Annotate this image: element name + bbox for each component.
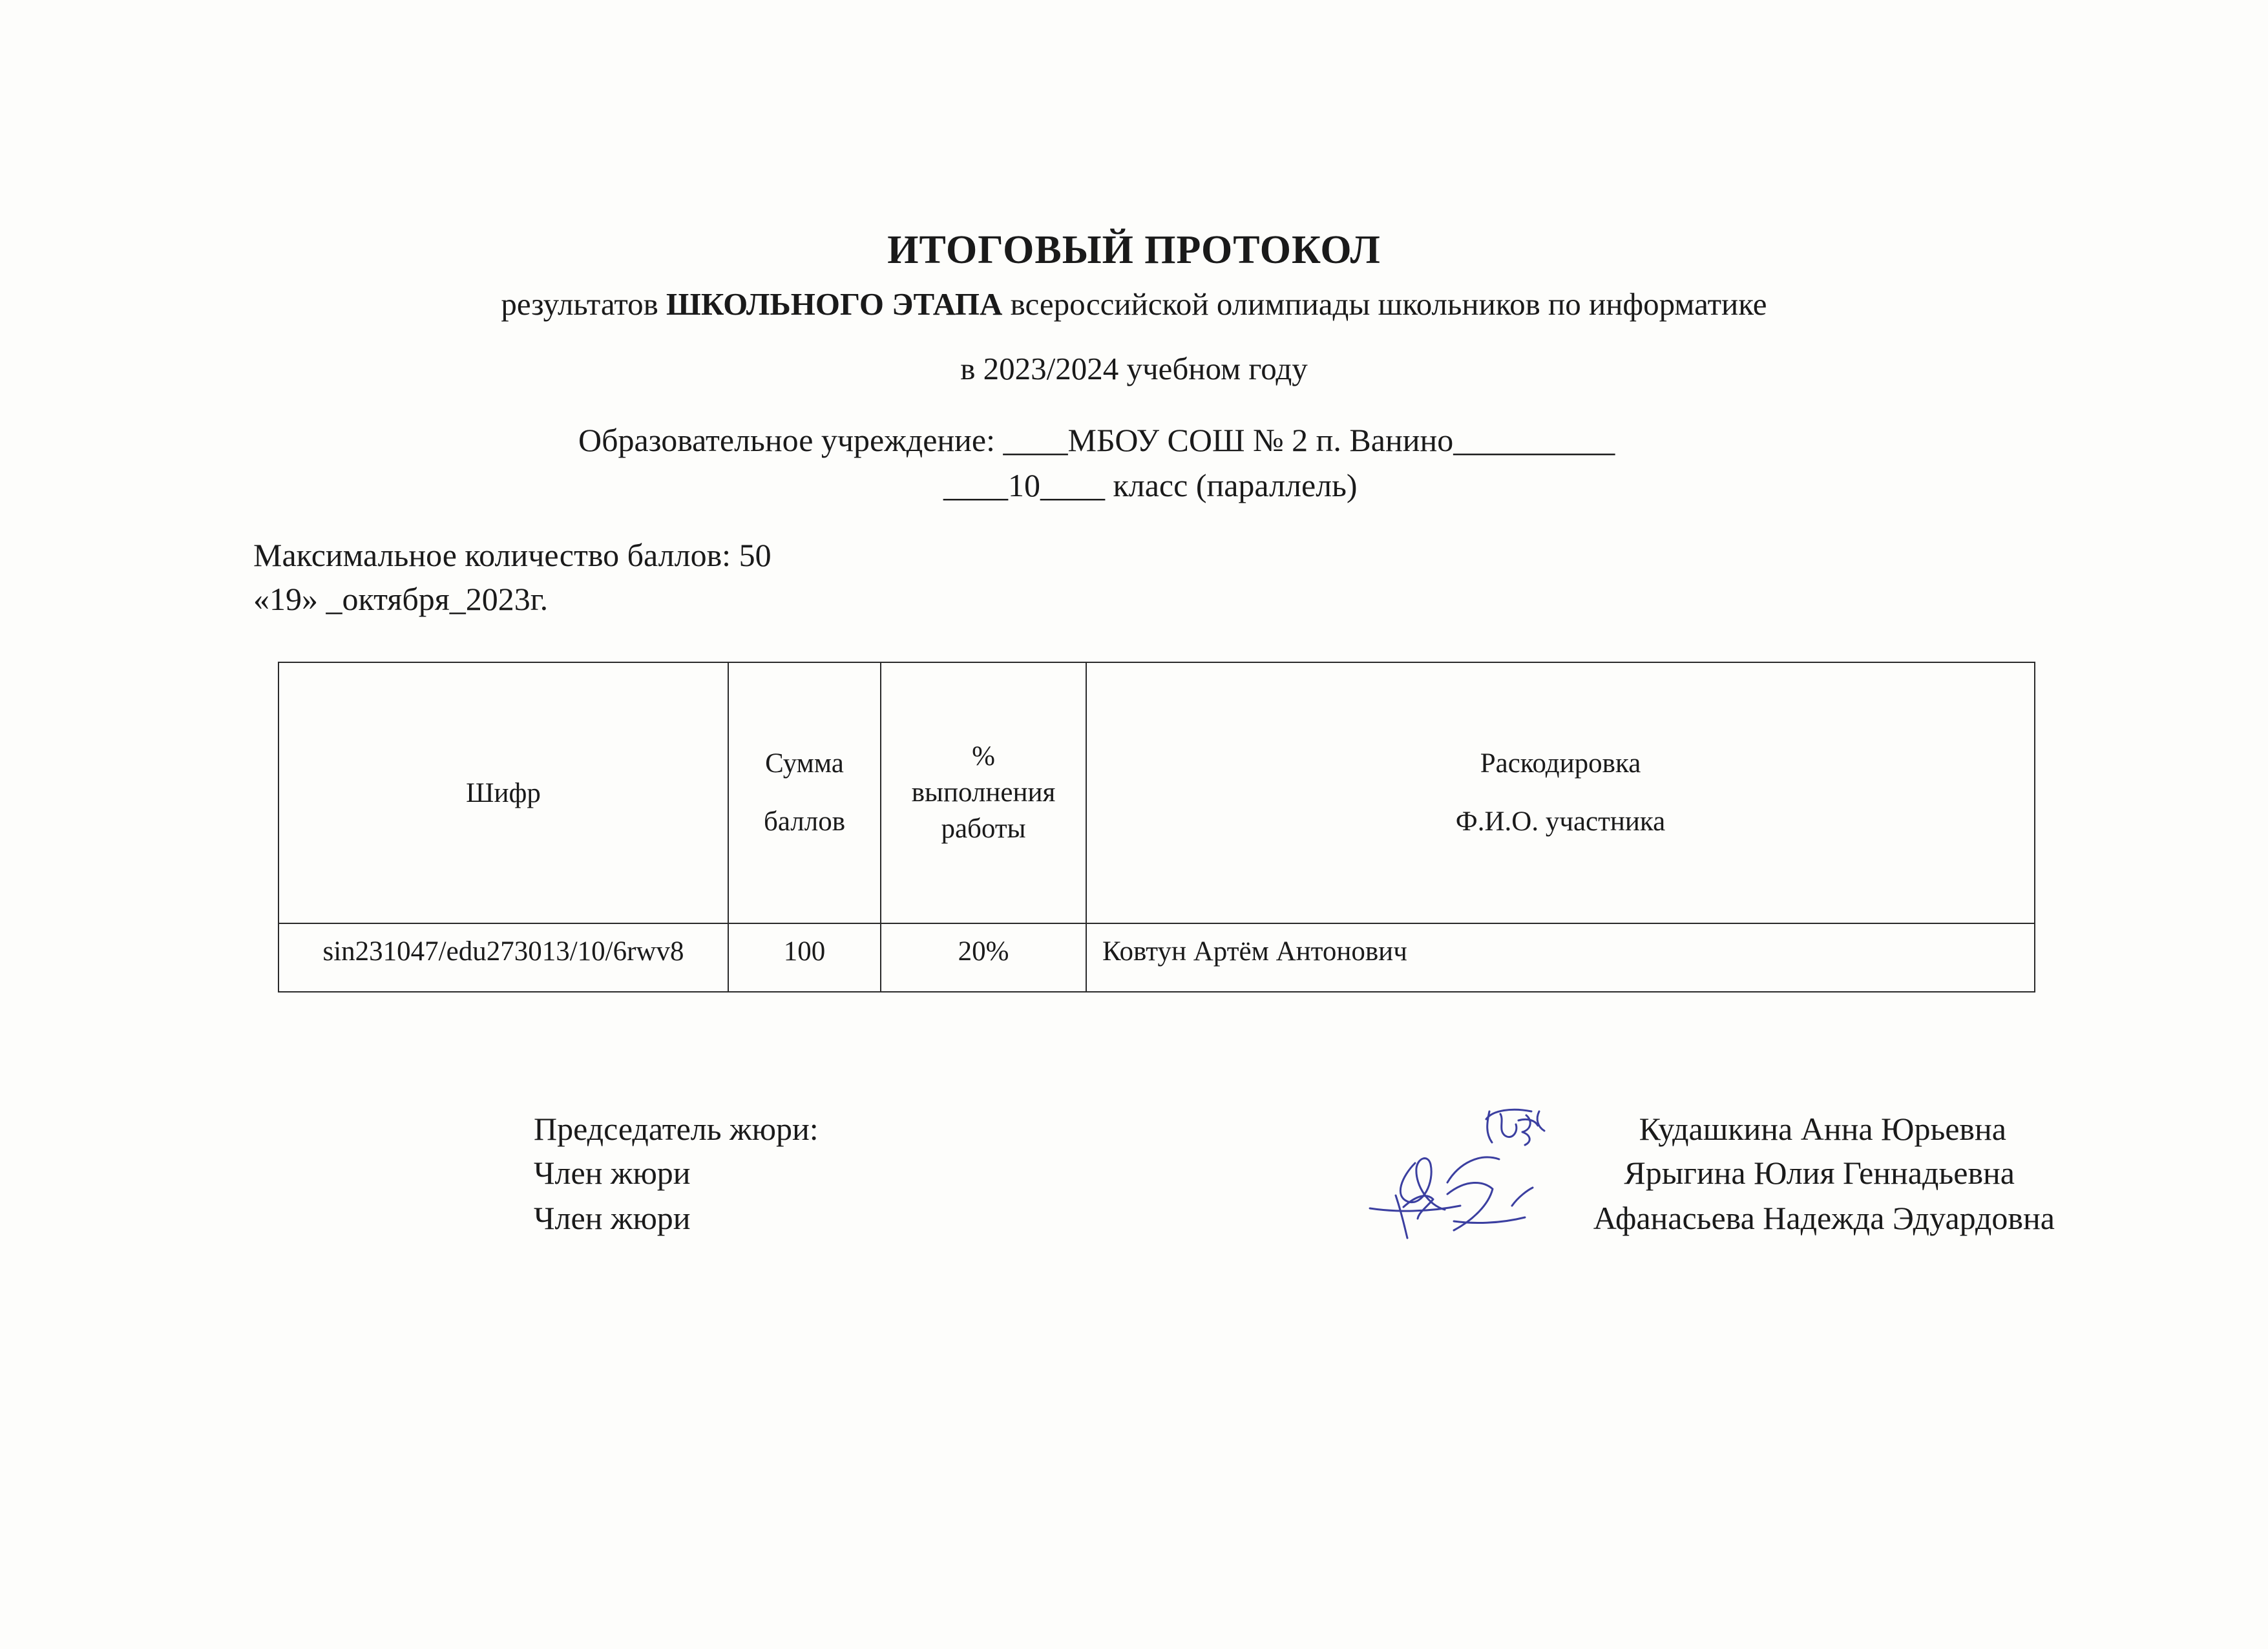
jury-chair-label: Председатель жюри:: [534, 1111, 819, 1147]
academic-year: в 2023/2024 учебном году: [960, 351, 1308, 386]
subtitle-bold: ШКОЛЬНОГО ЭТАПА: [666, 286, 1003, 322]
header-sum: [728, 662, 881, 923]
max-score: Максимальное количество баллов: 50: [253, 537, 772, 573]
signature-chair: [1486, 1109, 1544, 1145]
table-header-row: [278, 662, 2035, 923]
header-percent: [881, 662, 1086, 923]
jury-member1-name: Ярыгина Юлия Геннадьевна: [1624, 1155, 2015, 1191]
cell-sum: 100: [728, 923, 881, 992]
protocol-date: «19» _октября_2023г.: [253, 581, 549, 617]
cell-percent: 20%: [881, 923, 1086, 992]
results-table: [278, 662, 2035, 993]
school-line: Образовательное учреждение: ____МБОУ СОШ № 2 п. Ванино__________: [578, 422, 1615, 458]
subtitle-prefix: результатов: [501, 286, 667, 322]
header-cipher: [278, 662, 728, 923]
header-percent-line2: выполнения: [911, 777, 1056, 808]
cell-cipher: sin231047/edu273013/10/6rwv8: [278, 923, 728, 992]
header-sum-line1: Сумма: [765, 748, 844, 779]
jury-chair-name: Кудашкина Анна Юрьевна: [1639, 1111, 2006, 1147]
cell-participant-name: Ковтун Артём Антонович: [1086, 923, 2035, 992]
document-title: ИТОГОВЫЙ ПРОТОКОЛ: [887, 228, 1381, 272]
header-decode-line1: Раскодировка: [1480, 748, 1641, 779]
handwritten-signatures: [1357, 1092, 1564, 1254]
header-cipher-label: Шифр: [466, 777, 541, 808]
header-percent-line3: работы: [941, 813, 1026, 844]
header-percent-line1: %: [972, 741, 995, 772]
class-line: ____10____ класс (параллель): [943, 467, 1358, 503]
header-sum-line2: баллов: [763, 806, 846, 837]
document-subtitle: [0, 286, 2268, 322]
jury-member2-label: Член жюри: [534, 1200, 691, 1236]
jury-member1-label: Член жюри: [534, 1155, 691, 1191]
header-decode-line2: Ф.И.О. участника: [1455, 806, 1666, 837]
table-row: [278, 923, 2035, 992]
header-decode: [1086, 662, 2035, 923]
jury-member2-name: Афанасьева Надежда Эдуардовна: [1593, 1200, 2055, 1236]
subtitle-suffix: всероссийской олимпиады школьников по информатике: [1002, 286, 1767, 322]
signature-member2: [1370, 1182, 1533, 1238]
